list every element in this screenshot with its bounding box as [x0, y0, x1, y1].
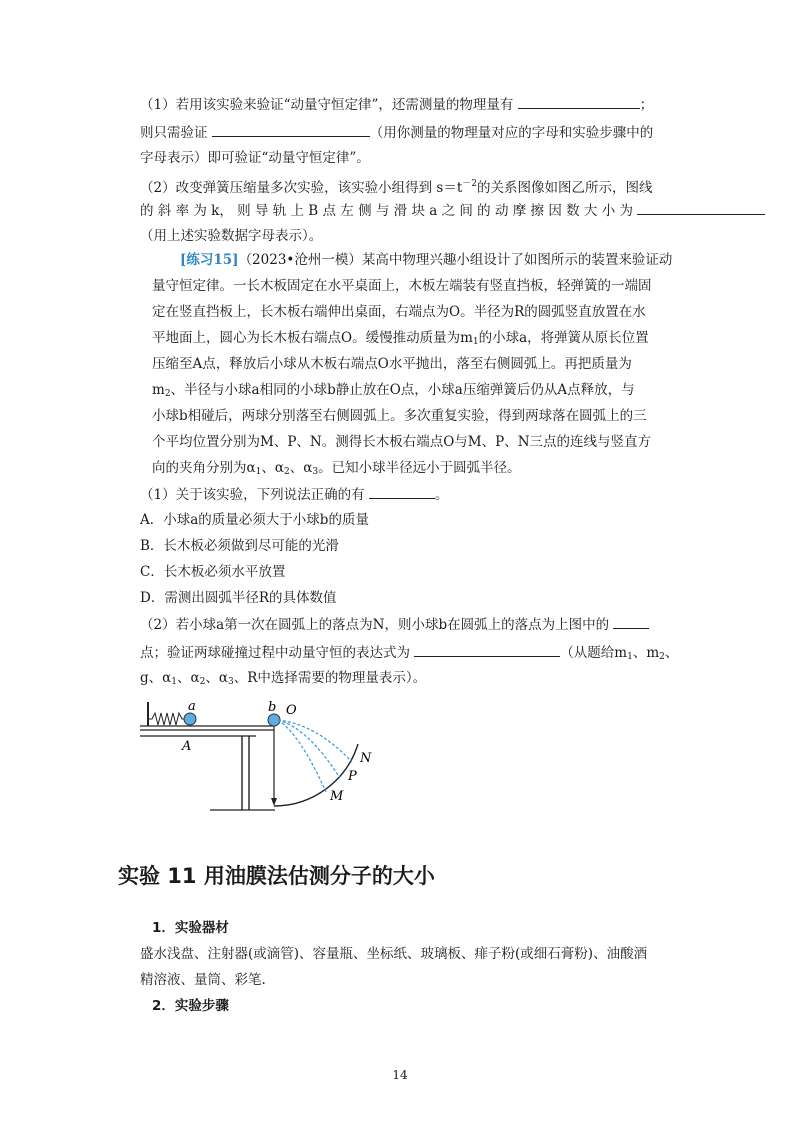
option-c[interactable]: C．长木板必须水平放置 [140, 564, 286, 580]
q2-line1: （2）改变弹簧压缩量多次实验，该实验小组得到 $s=t^{-2}$的关系图像如图乙所示，图线 [140, 179, 653, 196]
q2-line2: 的 斜 率 为 k， 则 导 轨 上 B 点 左 侧 与 滑 块 a 之 间 的 动 摩 擦 因 数 大 小 为 [140, 200, 765, 221]
exercise-15-line6: $m_2$、半径与小球a相同的小球b静止放在O点，小球a压缩弹簧后仍从A点释放，与 [152, 382, 635, 399]
trajectory-m [278, 720, 326, 792]
apparatus-diagram [140, 700, 380, 812]
exercise-15-line5: 压缩至A点，释放后小球从木板右端点O水平抛出，落至右侧圆弧上。再把质量为 [152, 356, 632, 372]
exercise-15-line8: 个平均位置分别为M、P、N。测得长木板右端点O与M、P、N三点的连线与竖直方 [152, 434, 652, 450]
exercise-15-line1: [练习15]（2023•沧州一模）某高中物理兴趣小组设计了如图所示的装置来验证动 [180, 252, 673, 268]
exercise-15-line2: 量守恒定律。一长木板固定在水平桌面上，木板左端装有竖直挡板，轻弹簧的一端固 [152, 278, 652, 294]
answer-blank[interactable] [212, 122, 370, 137]
arrow-head [271, 798, 277, 806]
exercise-15-line4: 平地面上，圆心为长木板右端点O。缓慢推动质量为$m_1$的小球a，将弹簧从原长位置 [152, 330, 649, 347]
answer-blank[interactable] [414, 642, 560, 657]
label-a: a [188, 700, 196, 714]
label-n: N [360, 751, 372, 766]
trajectory-n [278, 720, 352, 762]
q4-line3: g、$\alpha_1$、$\alpha_2$、$\alpha_3$、R中选择需要的物理量表示）。 [140, 670, 427, 687]
ball-a [184, 713, 196, 725]
label-a-point: A [182, 739, 192, 754]
q2-line3: （用上述实验数据字母表示）。 [140, 228, 323, 244]
q1-line3: 字母表示）即可验证“动量守恒定律”。 [140, 150, 370, 166]
q4-line1: （2）若小球a第一次在圆弧上的落点为N，则小球b在圆弧上的落点为上图中的 [140, 614, 649, 635]
subsection-heading-steps: 2．实验步骤 [152, 998, 229, 1014]
q4-line2: 点；验证两球碰撞过程中动量守恒的表达式为 （从题给$m_1$、$m_2$、 [140, 642, 678, 667]
answer-blank[interactable] [637, 200, 765, 215]
answer-blank[interactable] [518, 94, 640, 109]
exercise-15-line7: 小球b相碰后，两球分别落至右侧圆弧上。多次重复实验，得到两球落在圆弧上的三 [152, 408, 647, 424]
label-p: P [348, 769, 357, 784]
subsection-heading-equipment: 1．实验器材 [152, 920, 229, 936]
q1-line2: 则只需验证 （用你测量的物理量对应的字母和实验步骤中的 [140, 122, 653, 143]
answer-blank[interactable] [613, 614, 649, 629]
exercise-15-line9: 向的夹角分别为$\alpha_1$、$\alpha_2$、$\alpha_3$。已知小球半径远小于圆弧半径。 [152, 460, 521, 477]
exercise-tag: [练习15] [180, 252, 239, 268]
page-number: 14 [392, 1068, 408, 1082]
formula: $s=t^{-2}$ [436, 179, 477, 196]
option-b[interactable]: B．长木板必须做到尽可能的光滑 [140, 538, 339, 554]
answer-blank[interactable] [369, 484, 435, 499]
option-a[interactable]: A．小球a的质量必须大于小球b的质量 [140, 512, 369, 528]
circular-arc [274, 744, 358, 806]
label-b: b [268, 700, 277, 715]
section-title: 实验 11 用油膜法估测分子的大小 [118, 864, 435, 888]
label-o: O [286, 703, 297, 718]
spring [148, 713, 184, 725]
option-d[interactable]: D．需测出圆弧半径R的具体数值 [140, 590, 337, 606]
exercise-15-line3: 定在竖直挡板上，长木板右端伸出桌面，右端点为O。半径为R的圆弧竖直放置在水 [152, 304, 646, 320]
label-m: M [330, 789, 344, 804]
equipment-text-line2: 精溶液、量筒、彩笔. [140, 972, 266, 988]
q3-stem: （1）关于该实验，下列说法正确的有 。 [140, 484, 448, 505]
q1-line1: （1）若用该实验来验证“动量守恒定律”，还需测量的物理量有 ； [140, 94, 653, 115]
equipment-text-line1: 盛水浅盘、注射器(或滴管)、容量瓶、坐标纸、玻璃板、痱子粉(或细石膏粉)、油酸酒 [140, 946, 648, 962]
